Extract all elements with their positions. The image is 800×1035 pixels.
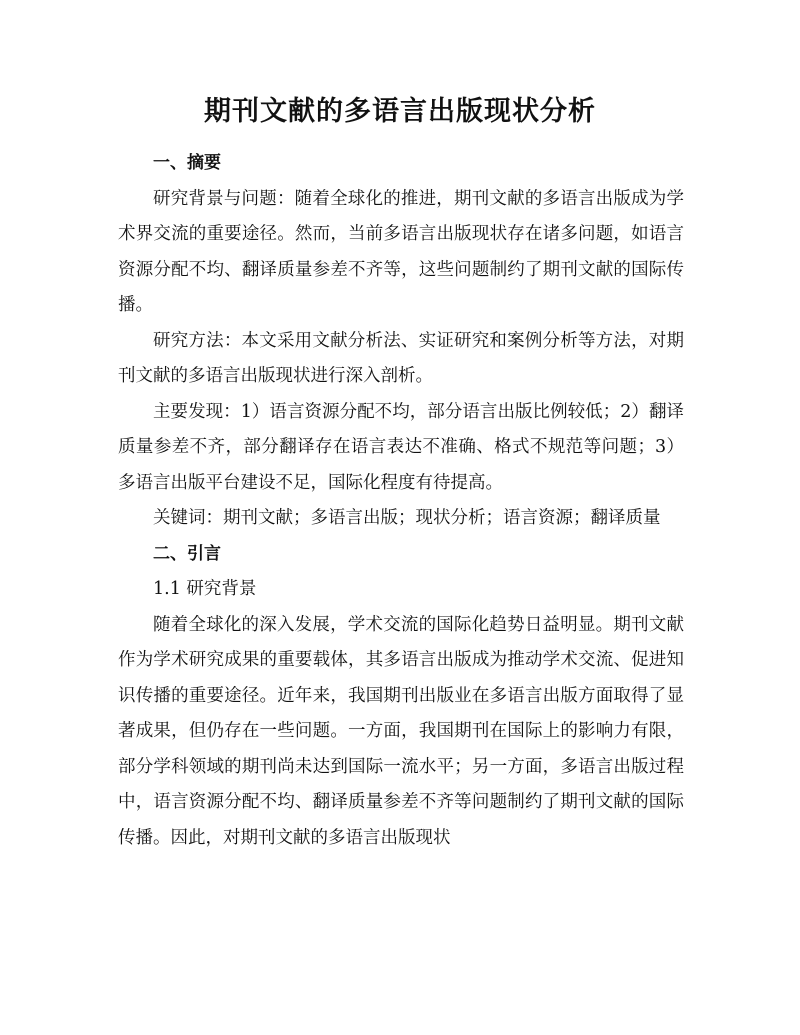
research-background-paragraph: 随着全球化的深入发展，学术交流的国际化趋势日益明显。期刊文献作为学术研究成果的重要载体，其多语言出版成为推动学术交流、促进知识传播的重要途径。近年来，我国期刊出版业在多语言出版方面取得了显著成果，但仍存在一些问题。一方面，我国期刊在国际上的影响力有限，部分学科领域的期刊尚未达到国际一流水平；另一方面，多语言出版过程中，语言资源分配不均、翻译质量参差不齐等问题制约了期刊文献的国际传播。因此，对期刊文献的多语言出版现状 <box>118 614 684 848</box>
research-background-subheading: 1.1 研究背景 <box>153 579 257 599</box>
abstract-findings-paragraph: 主要发现：1）语言资源分配不均，部分语言出版比例较低；2）翻译质量参差不齐，部分翻译存在语言表达不准确、格式不规范等问题；3）多语言出版平台建设不足，国际化程度有待提高。 <box>118 401 684 493</box>
abstract-methods-paragraph: 研究方法：本文采用文献分析法、实证研究和案例分析等方法，对期刊文献的多语言出版现状进行深入剖析。 <box>118 330 684 386</box>
abstract-keywords-paragraph: 关键词：期刊文献；多语言出版；现状分析；语言资源；翻译质量 <box>153 508 661 528</box>
abstract-heading: 一、摘要 <box>153 153 221 173</box>
document-body <box>118 146 684 856</box>
abstract-background-paragraph: 研究背景与问题：随着全球化的推进，期刊文献的多语言出版成为学术界交流的重要途径。然而，当前多语言出版现状存在诸多问题，如语言资源分配不均、翻译质量参差不齐等，这些问题制约了期刊文献的国际传播。 <box>118 188 684 315</box>
introduction-heading: 二、引言 <box>153 543 221 564</box>
document-title: 期刊文献的多语言出版现状分析 <box>204 96 596 127</box>
